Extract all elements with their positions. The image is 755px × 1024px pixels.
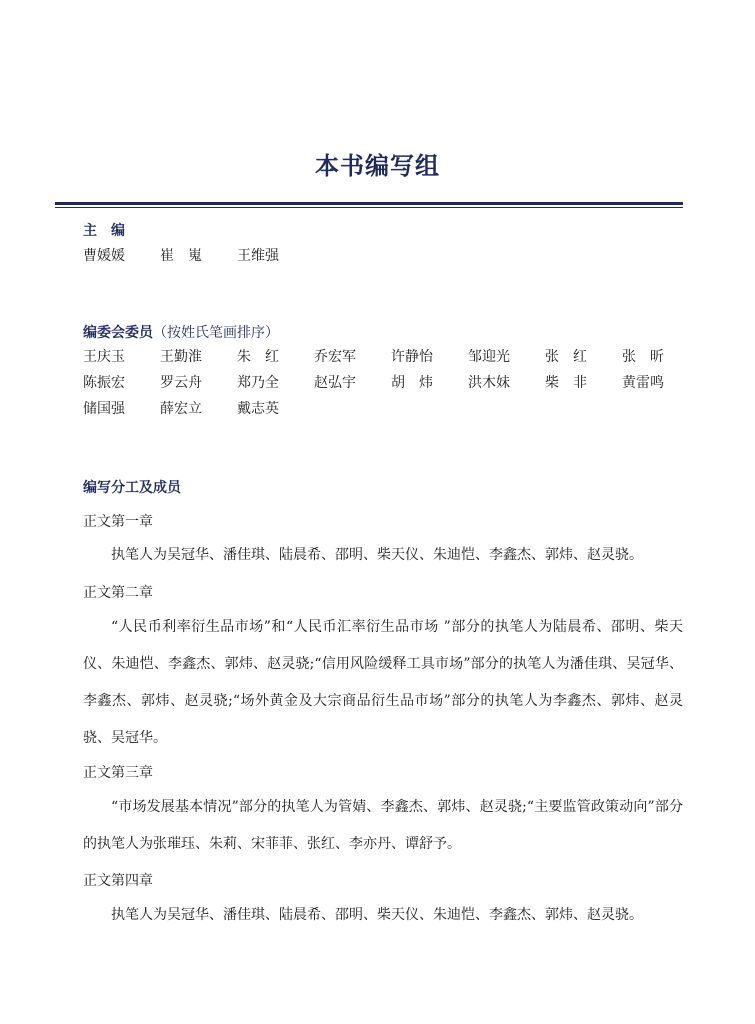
chapter-paragraph: 执笔人为吴冠华、潘佳琪、陆晨希、邵明、柴天仪、朱迪恺、李鑫杰、郭炜、赵灵骁。 [111,907,643,923]
committee-member-name: 黄雷鸣 [622,375,664,391]
chapter-paragraph: “市场发展基本情况”部分的执笔人为管婧、李鑫杰、郭炜、赵灵骁;“主要监管政策动向”部分的执笔人为张璀珏、朱莉、宋菲菲、张红、李亦丹、谭舒予。 [83,799,683,852]
title-rule-thin [55,207,683,208]
committee-member-name: 洪木妹 [468,375,510,391]
committee-list [83,344,699,422]
committee-row [83,370,699,396]
committee-member-name: 柴 非 [545,375,587,391]
committee-member-name: 胡 炜 [391,375,433,391]
committee-member-name: 陈振宏 [83,375,125,391]
committee-heading-text: 编委会委员 [83,325,153,341]
division-heading: 编写分工及成员 [83,480,181,496]
committee-row [83,344,699,370]
committee-member-name: 张 昕 [622,349,664,365]
committee-member-name: 王勤淮 [160,349,202,365]
committee-member-name: 王庆玉 [83,349,125,365]
page-title: 本书编写组 [315,151,440,180]
chief-editor-name: 曹媛媛 [83,248,125,264]
committee-member-name: 邹迎光 [468,349,510,365]
committee-member-name: 朱 红 [237,349,279,365]
committee-heading-note: （按姓氏笔画排序） [153,325,279,341]
committee-member-name: 储国强 [83,401,125,417]
chapter-title: 正文第三章 [83,765,153,781]
chief-editor-name: 崔 嵬 [160,248,202,264]
chief-editor-name: 王维强 [237,248,279,264]
chief-editors-list [83,243,314,269]
chapter-title: 正文第四章 [83,873,153,889]
committee-member-name: 郑乃全 [237,375,279,391]
committee-member-name: 戴志英 [237,401,279,417]
chapter-paragraph: “人民币利率衍生品市场”和“人民币汇率衍生品市场 ”部分的执笔人为陆晨希、邵明、柴天仪、朱迪恺、李鑫杰、郭炜、赵灵骁;“信用风险缓释工具市场”部分的执笔人为潘佳琪、吴冠华、李鑫杰、郭炜、赵灵骁;“场外黄金及大宗商品衍生品市场”部分的执笔人为李鑫杰、郭炜、赵灵骁、吴冠华。 [83,619,683,746]
chapter-title: 正文第二章 [83,585,153,601]
title-rule-thick [55,202,683,205]
committee-member-name: 乔宏军 [314,349,356,365]
chapter-title: 正文第一章 [83,514,153,530]
committee-member-name: 张 红 [545,349,587,365]
committee-heading [83,322,279,342]
chief-editors-heading: 主 编 [83,223,125,239]
committee-row [83,396,699,422]
committee-member-name: 许静怡 [391,349,433,365]
committee-member-name: 罗云舟 [160,375,202,391]
committee-member-name: 薛宏立 [160,401,202,417]
committee-member-name: 赵弘宇 [314,375,356,391]
chapter-paragraph: 执笔人为吴冠华、潘佳琪、陆晨希、邵明、柴天仪、朱迪恺、李鑫杰、郭炜、赵灵骁。 [111,547,643,563]
